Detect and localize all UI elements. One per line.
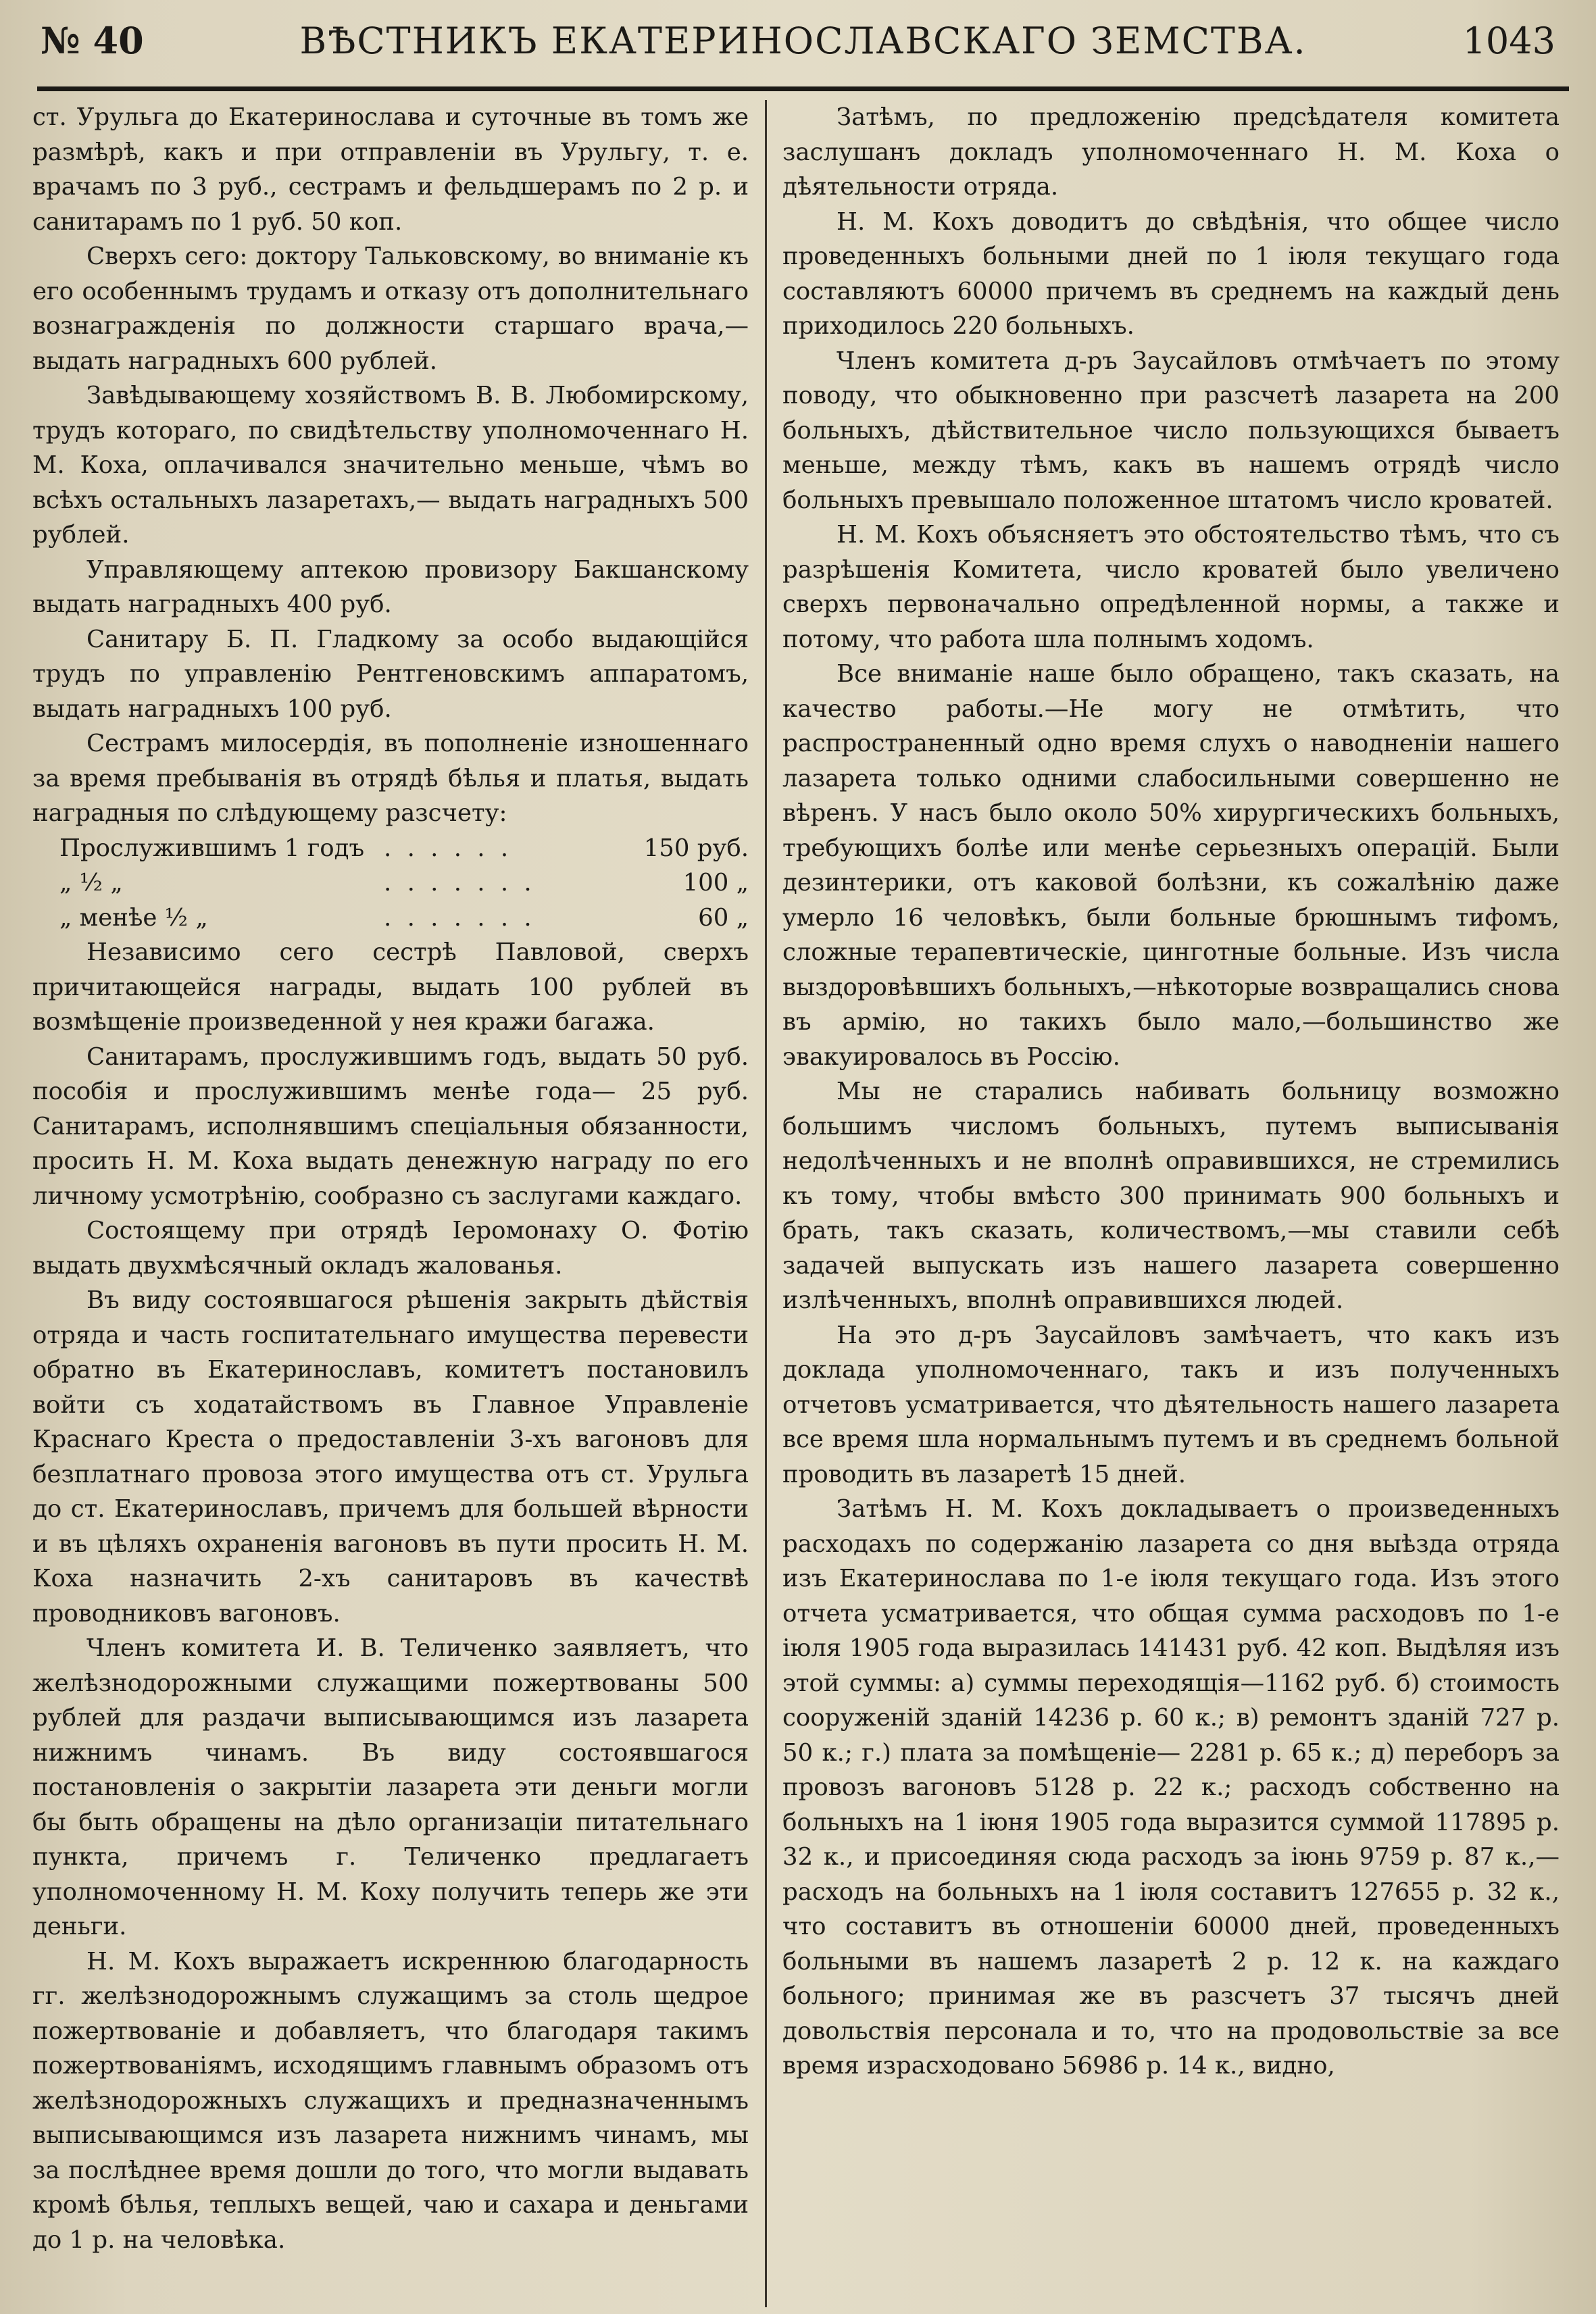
paragraph: ст. Урульга до Екатеринослава и суточные въ томъ же размѣрѣ, какъ и при отправленiи въ Урульгу, т. е. врачамъ по 3 руб., сестрамъ и фельдшерамъ по 2 р. и санитарамъ по 1 руб. 50 коп. [32,103,749,236]
paragraph: Въ виду состоявшагося рѣшенiя закрыть дѣйствiя отряда и часть госпитательнаго имущества перевести обратно въ Екатеринославъ, комитетъ постановилъ войти съ ходатайствомъ въ Главное Управленiе Краснаго Креста о предоставленiи 3-хъ вагоновъ для безплатнаго провоза этого имущества отъ ст. Урульга до ст. Екатеринославъ, причемъ для большей вѣрности и въ цѣляхъ охраненiя вагоновъ въ пути просить Н. М. Коха назначить 2-хъ санитаровъ въ качествѣ проводниковъ вагоновъ. [32,1286,749,1628]
journal-title: ВѢСТНИКЪ ЕКАТЕРИНОСЛАВСКАГО ЗЕМСТВА. [299,19,1307,62]
paragraph: Н. М. Кохъ доводитъ до свѣдѣнiя, что общее число проведенныхъ больными дней по 1 iюля текущаго года составляютъ 60000 причемъ въ среднемъ на каждый день приходилось 220 больныхъ. [782,207,1560,340]
payment-label: Прослужившимъ 1 годъ [59,834,365,862]
right-column [782,100,1560,2307]
issue-number: № 40 [41,19,144,62]
paragraph: Независимо сего сестрѣ Павловой, сверхъ причитающейся награды, выдать 100 рублей въ возмѣщенiе произведенной у нея кражи багажа. [32,938,749,1036]
leader-dots: . . . . . . . [384,903,536,932]
leader-dots: . . . . . . [384,834,513,862]
paragraph: Сестрамъ милосердiя, въ пополненiе изношеннаго за время пребыванiя въ отрядѣ бѣлья и платья, выдать наградныя по слѣдующему разсчету: [32,730,749,827]
paragraph: На это д-ръ Заусайловъ замѣчаетъ, что какъ изъ доклада уполномоченнаго, такъ и изъ полученныхъ отчетовъ усматривается, что дѣятельность нашего лазарета все время шла нормальнымъ путемъ и въ среднемъ больной проводить въ лазаретѣ 15 дней. [782,1321,1560,1488]
payment-value: 150 руб. [643,834,749,862]
payment-row [32,831,749,866]
paragraph: Н. М. Кохъ выражаетъ искреннюю благодарность гг. желѣзнодорожнымъ служащимъ за столь щедрое пожертвованiе и добавляетъ, что благодаря такимъ пожертвованiямъ, исходящимъ главнымъ образомъ отъ желѣзнодорожныхъ служащихъ и предназначеннымъ выписывающимся изъ лазарета нижнимъ чинамъ, мы за послѣднее время дошли до того, что могли выдавать кромѣ бѣлья, теплыхъ вещей, чаю и сахара и деньгами до 1 р. на человѣка. [32,1947,749,2254]
payment-value: 100 „ [682,869,749,897]
header-rule [37,86,1569,91]
paragraph: Санитарамъ, прослужившимъ годъ, выдать 50 руб. пособiя и прослужившимъ менѣе года— 25 руб. Санитарамъ, исполнявшимъ спецiальныя обязанности, просить Н. М. Коха выдать денежную награду по его личному усмотрѣнiю, сообразно съ заслугами каждаго. [32,1042,749,1210]
paragraph: Управляющему аптекою провизору Бакшанскому выдать наградныхъ 400 руб. [32,555,749,618]
payment-value: 60 „ [698,903,749,932]
paragraph: Завѣдывающему хозяйствомъ В. В. Любомирскому, трудъ котораго, по свидѣтельству уполномоченнаго Н. М. Коха, оплачивался значительно меньше, чѣмъ во всѣхъ остальныхъ лазаретахъ,— выдать наградныхъ 500 рублей. [32,382,749,549]
paragraph: Сверхъ сего: доктору Тальковскому, во вниманiе къ его особеннымъ трудамъ и отказу отъ дополнительнаго вознагражденiя по должности старшаго врача,— выдать наградныхъ 600 рублей. [32,243,749,375]
payment-table [32,831,749,936]
paragraph: Членъ комитета д-ръ Заусайловъ отмѣчаетъ по этому поводу, что обыкновенно при разсчетѣ лазарета на 200 больныхъ, дѣйствительное число пользующихся бываетъ меньше, между тѣмъ, какъ въ нашемъ отрядѣ число больныхъ превышало положенное штатомъ число кроватей. [782,347,1560,514]
page-number: 1043 [1462,19,1555,62]
payment-row [32,901,749,936]
paragraph: Н. М. Кохъ объясняетъ это обстоятельство тѣмъ, что съ разрѣшенiя Комитета, число кроватей было увеличено сверхъ первоначально опредѣленной нормы, а также и потому, что работа шла полнымъ ходомъ. [782,521,1560,653]
paragraph: Затѣмъ, по предложенiю предсѣдателя комитета заслушанъ докладъ уполномоченнаго Н. М. Коха о дѣятельности отряда. [782,103,1560,201]
payment-row [32,865,749,901]
paragraph: Состоящему при отрядѣ Iеромонаху О. Фотiю выдать двухмѣсячный окладъ жалованья. [32,1217,749,1280]
paragraph: Мы не старались набивать больницу возможно большимъ числомъ больныхъ, путемъ выписыванiя недолѣченныхъ и не вполнѣ оправившихся, не стремились къ тому, чтобы вмѣсто 300 принимать 900 больныхъ и брать, такъ сказать, количествомъ,—мы ставили себѣ задачей выпускать изъ нашего лазарета совершенно излѣченныхъ, вполнѣ оправившихся людей. [782,1078,1560,1314]
page-header [41,0,1555,81]
payment-label: „ менѣе ½ „ [59,903,208,932]
paragraph: Санитару Б. П. Гладкому за особо выдающiйся трудъ по управленiю Рентгеновскимъ аппаратомъ, выдать наградныхъ 100 руб. [32,625,749,723]
paragraph: Все вниманiе наше было обращено, такъ сказать, на качество работы.—Не могу не отмѣтить, что распространенный одно время слухъ о наводненiи нашего лазарета только одними слабосильными совершенно не вѣренъ. У насъ было около 50% хирургическихъ больныхъ, требующихъ болѣе или менѣе серьезныхъ операцiй. Были дезинтерики, отъ каковой болѣзни, къ сожалѣнiю даже умерло 16 человѣкъ, были больные брюшнымъ тифомъ, сложные терапевтическiе, цинготные больные. Изъ числа выздоровѣвшихъ больныхъ,—нѣкоторые возвращались снова въ армiю, но такихъ было мало,—большинство же эвакуировалось въ Россiю. [782,660,1560,1071]
column-divider [765,100,767,2307]
leader-dots: . . . . . . . [384,869,536,897]
payment-label: „ ½ „ [59,869,123,897]
paragraph: Затѣмъ Н. М. Кохъ докладываетъ о произведенныхъ расходахъ по содержанiю лазарета со дня выѣзда отряда изъ Екатеринослава по 1-е iюля текущаго года. Изъ этого отчета усматривается, что общая сумма расходовъ по 1-е iюля 1905 года выразилась 141431 руб. 42 коп. Выдѣляя изъ этой суммы: а) суммы переходящiя—1162 руб. б) стоимость сооруженiй зданiй 14236 р. 60 к.; в) ремонтъ зданiй 727 р. 50 к.; г.) плата за помѣщенiе— 2281 р. 65 к.; д) переборъ за провозъ вагоновъ 5128 р. 22 к.; расходъ собственно на больныхъ на 1 iюня 1905 года выразится суммой 117895 р. 32 к., и присоединяя сюда расходъ за iюнь 9759 р. 87 к.,—расходъ на больныхъ на 1 iюля составитъ 127655 р. 32 к., что составитъ въ отношенiи 60000 дней, проведенныхъ больными въ нашемъ лазаретѣ 2 р. 12 к. на каждаго больного; принимая же въ разсчетъ 37 тысячъ дней довольствiя персонала и то, что на продовольствiе за все время израсходовано 56986 р. 14 к., видно, [782,1495,1560,2080]
paragraph: Членъ комитета И. В. Теличенко заявляетъ, что желѣзнодорожными служащими пожертвованы 500 рублей для раздачи выписывающимся изъ лазарета нижнимъ чинамъ. Въ виду состоявшагося постановленiя о закрытiи лазарета эти деньги могли бы быть обращены на дѣло организацiи питательнаго пункта, причемъ г. Теличенко предлагаетъ уполномоченному Н. М. Коху получить теперь же эти деньги. [32,1634,749,1940]
left-column [32,100,749,2307]
